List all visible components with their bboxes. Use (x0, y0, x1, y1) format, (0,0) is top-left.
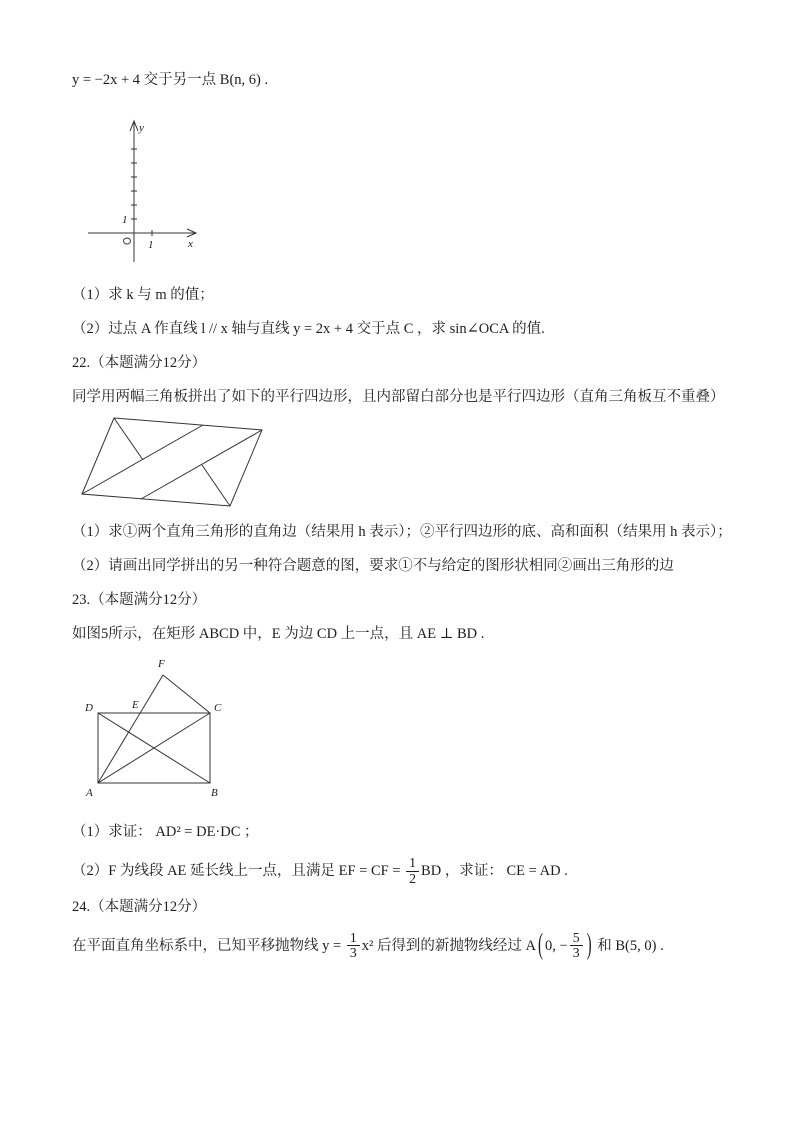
fraction-denominator: 3 (570, 945, 583, 960)
parallelogram-figure (76, 412, 272, 512)
fraction-denominator: 3 (347, 945, 360, 960)
q23-part1-text: （1）求证： AD² = DE·DC ； (72, 824, 259, 841)
fraction-denominator: 2 (406, 871, 419, 886)
q23-part2-text-1: （2）F 为线段 AE 延长线上一点，且满足 EF = CF = (72, 863, 405, 880)
q23-description-text: 如图5所示，在矩形 ABCD 中，E 为边 CD 上一点，且 AE ⊥ BD . (72, 626, 485, 643)
q23-heading-text: 23.（本题满分12分） (72, 592, 207, 609)
q24-text-1: 在平面直角坐标系中，已知平移抛物线 y = (72, 937, 345, 954)
q21-intro-text: y = −2x + 4 交于另一点 B(n, 6) . (72, 72, 269, 88)
segment-FC (163, 675, 210, 713)
q23-part1 (72, 822, 735, 843)
q23-heading (72, 590, 735, 611)
segment-AEF (98, 675, 163, 783)
x-axis-label: x (188, 238, 193, 251)
point-label-C: C (214, 702, 222, 715)
q22-part2-text: （2）请画出同学拼出的另一种符合题意的图，要求①不与给定的图形状相同②画出三角形的边 (72, 558, 674, 575)
q21-part1-text: （1）求 k 与 m 的值； (72, 287, 214, 304)
parallelogram-outline (82, 418, 262, 506)
point-label-A: A (86, 787, 93, 800)
point-label-B: B (211, 787, 218, 800)
fraction-numerator: 1 (409, 855, 417, 871)
big-paren-close: ) (586, 929, 592, 962)
x-tick-label: 1 (148, 239, 154, 252)
y-tick-label: 1 (122, 214, 128, 227)
q24-text-4: 0, − (545, 937, 568, 954)
q24-text-5: 和 B(5, 0) . (593, 937, 664, 954)
point-label-E: E (132, 699, 139, 712)
fraction-one-third (347, 931, 360, 961)
q22-part2 (72, 556, 735, 577)
point-label-F: F (158, 658, 165, 671)
q22-description-text: 同学用两幅三角板拼出了如下的平行四边形，且内部留白部分也是平行四边形（直角三角板互不重叠） (72, 389, 725, 406)
q24-body (72, 931, 735, 965)
fraction-numerator: 1 (349, 929, 357, 945)
fraction-one-half (406, 856, 419, 886)
fraction-five-thirds (570, 931, 583, 961)
origin-mark-icon (124, 238, 131, 244)
q23-part2 (72, 856, 735, 886)
fraction-numerator: 5 (572, 929, 580, 945)
big-paren-open: ( (538, 929, 544, 962)
q22-heading-text: 22.（本题满分12分） (72, 355, 207, 372)
y-axis-label: y (139, 122, 144, 135)
q22-part1-text: （1）求①两个直角三角形的直角边（结果用 h 表示）；②平行四边形的底、高和面积（结果用 h 表示）； (72, 524, 732, 541)
q22-heading (72, 353, 735, 374)
q23-part2-text-2: BD ，求证： CE = AD . (421, 863, 568, 880)
q21-intro-line (72, 70, 735, 91)
rectangle-figure (80, 649, 232, 804)
q22-part1 (72, 522, 735, 543)
point-label-D: D (85, 702, 93, 715)
q24-heading (72, 897, 735, 918)
triangle-hypotenuse-2 (141, 430, 262, 499)
q21-part2 (72, 319, 735, 340)
q24-text-3: 后得到的新抛物线经过 A (373, 937, 537, 954)
q24-heading-text: 24.（本题满分12分） (72, 898, 207, 915)
q24-text-2: x² (361, 937, 374, 954)
q21-part1 (72, 285, 735, 306)
coordinate-axes-figure (82, 115, 207, 265)
q21-part2-text: （2）过点 A 作直线 l // x 轴与直线 y = 2x + 4 交于点 C ，求 sin∠OCA 的值. (72, 321, 545, 338)
q22-description (72, 387, 735, 408)
triangle-divider-2 (202, 465, 230, 506)
triangle-divider-1 (114, 418, 143, 460)
q23-description (72, 624, 735, 645)
